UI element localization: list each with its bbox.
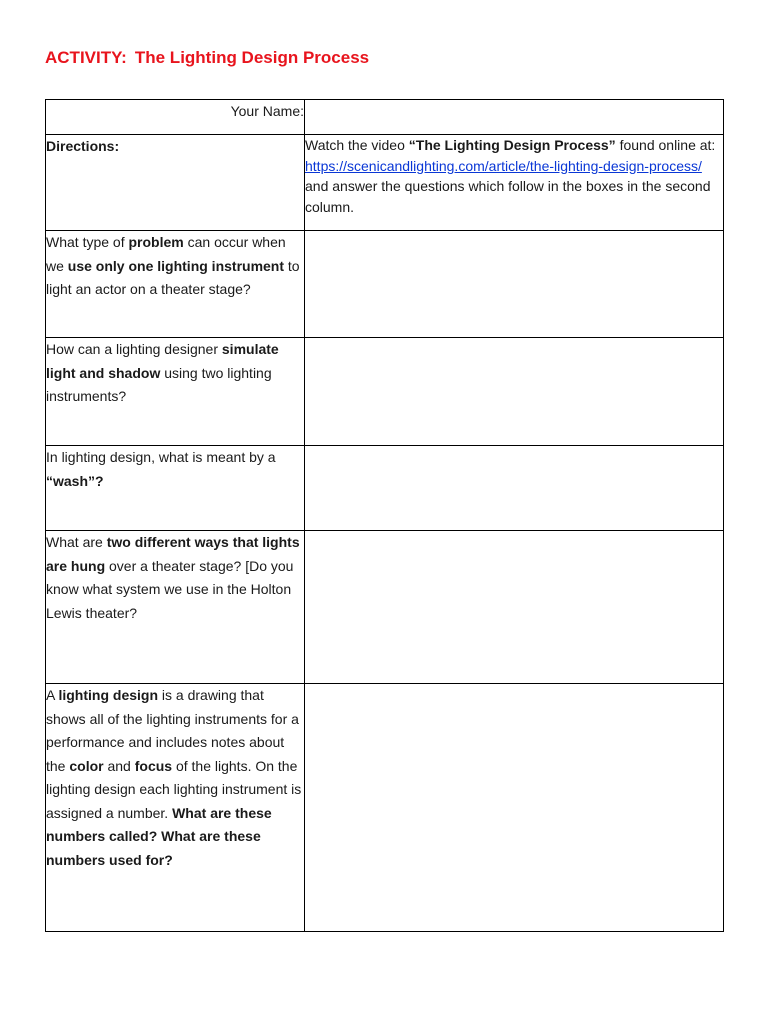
question-row-5 — [46, 684, 724, 932]
answer-box-4[interactable] — [305, 531, 724, 684]
name-row — [46, 100, 724, 135]
answer-box-1[interactable] — [305, 231, 724, 338]
question-row-4 — [46, 531, 724, 684]
directions-row — [46, 135, 724, 231]
name-label: Your Name: — [46, 100, 305, 135]
directions-text: Watch the video “The Lighting Design Process” found online at: https://scenicandlighting.com/article/the-lighting-design-process/ and answer the questions which follow in the boxes in the second column. — [305, 135, 724, 231]
answer-box-2[interactable] — [305, 338, 724, 446]
video-title: “The Lighting Design Process” — [408, 137, 616, 153]
name-field[interactable] — [305, 100, 724, 135]
question-row-2 — [46, 338, 724, 446]
worksheet-table — [45, 99, 724, 932]
directions-label: Directions: — [46, 135, 305, 231]
question-3: In lighting design, what is meant by a “wash”? — [46, 446, 305, 531]
title-prefix: ACTIVITY: — [45, 48, 127, 67]
question-1: What type of problem can occur when we use only one lighting instrument to light an actor on a theater stage? — [46, 231, 305, 338]
question-row-3 — [46, 446, 724, 531]
video-link[interactable]: https://scenicandlighting.com/article/the-lighting-design-process/ — [305, 157, 702, 174]
question-5: A lighting design is a drawing that shows all of the lighting instruments for a performance and includes notes about the color and focus of the lights. On the lighting design each lighting instrument is assigned a number. What are these numbers called? What are these numbers used for? — [46, 684, 305, 932]
answer-box-3[interactable] — [305, 446, 724, 531]
question-2: How can a lighting designer simulate light and shadow using two lighting instruments? — [46, 338, 305, 446]
question-4: What are two different ways that lights are hung over a theater stage? [Do you know what system we use in the Holton Lewis theater? — [46, 531, 305, 684]
page-title — [45, 48, 369, 68]
title-text: The Lighting Design Process — [134, 48, 370, 67]
answer-box-5[interactable] — [305, 684, 724, 932]
question-row-1 — [46, 231, 724, 338]
